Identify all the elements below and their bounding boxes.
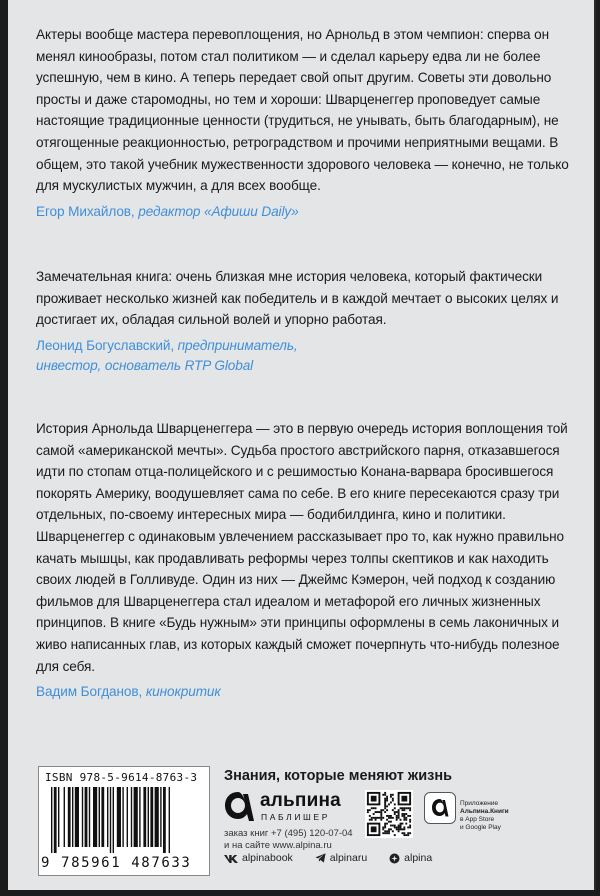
barcode-bars — [51, 787, 197, 853]
telegram-icon — [315, 853, 326, 863]
publisher-brand: альпина — [260, 790, 341, 811]
order-info — [224, 828, 353, 852]
quote-author — [36, 336, 336, 376]
social-telegram — [315, 852, 367, 864]
author-role: предприниматель, инвестор, основатель RTP Global — [36, 337, 298, 373]
app-line-1: Приложение — [460, 800, 499, 807]
quote-author — [36, 682, 576, 702]
author-name: Леонид Богуславский, — [36, 337, 174, 353]
vk-icon — [224, 854, 238, 863]
book-back-cover — [8, 0, 596, 890]
app-line-4: и Google Play — [460, 824, 501, 831]
author-name: Егор Михайлов, — [36, 203, 135, 219]
social-links — [224, 852, 432, 864]
order-website: и на сайте www.alpina.ru — [224, 840, 332, 851]
review-quote-3 — [36, 418, 576, 702]
vk-handle: alpinabook — [242, 852, 293, 864]
quote-text: Актеры вообще мастера перевоплощения, но Арнольд в этом чемпион: сперва он менял кинообразы, потом стал политиком — и сделал карьеру едва ли не более успешную, чем в кино. А теперь передает свой опыт другим. Советы эти довольно просты и даже старомодны, но тем и хороши: Шварценеггер проповедует самые настоящие традиционные ценности (трудиться, не унывать, быть благодарным), не отягощенные реакционностью, ретроградством и прочими неприятными вещами. В общем, это такой учебник мужественности здорового человека — конечно, не только для мускулистых мужчин, а для всех вообще. — [36, 27, 569, 194]
ean-number: 9 785961 487633 — [41, 855, 192, 871]
isbn-barcode — [38, 766, 210, 876]
author-role: редактор «Афиши Daily» — [134, 203, 299, 219]
publisher-logo — [224, 790, 354, 826]
review-quote-2 — [36, 266, 576, 376]
author-role: кинокритик — [142, 684, 221, 700]
social-other — [389, 852, 432, 864]
app-line-2: Альпина.Книги — [460, 808, 509, 815]
review-quote-1 — [36, 24, 576, 222]
telegram-handle: alpinaru — [329, 852, 368, 864]
qr-code — [365, 790, 413, 838]
alpina-logo-icon — [224, 790, 254, 822]
social-vk — [224, 852, 293, 864]
author-name: Вадим Богданов, — [36, 684, 143, 700]
publisher-tagline: Знания, которые меняют жизнь — [224, 768, 452, 784]
social-handle: alpina — [404, 852, 433, 864]
order-phone: заказ книг +7 (495) 120-07-04 — [224, 828, 353, 839]
app-badge — [424, 792, 456, 824]
quote-text: История Арнольда Шварценеггера — это в первую очередь история воплощения той самой «американской мечты». Судьба простого австрийского парня, отказавшегося идти по стопам отца-полицейского и с решимостью Конана-варвара бросившегося покорять Америку, воодушевляет сама по себе. В его книге пересекаются сразу три отдельных, по-своему интересных мира — бодибилдинга, кино и политики. Шварценеггер с одинаковым увлечением рассказывает про то, как нужно правильно качать мышцы, как продавливать реформы через толпы скептиков и как находить своих людей в Голливуде. Один из них — Джеймс Кэмерон, чей подход к созданию фильмов для Шварценеггера стал идеалом и метафорой его личных жизненных принципов. В книге «Будь нужным» эти принципы оформлены в семь лаконичных и живо написанных глав, из которых каждый сможет почерпнуть что-нибудь полезное для себя. — [36, 421, 568, 674]
quote-text: Замечательная книга: очень близкая мне история человека, который фактически проживает несколько жизней как победитель и в каждой мечтает о высоких целях и достигает их, обладая сильной волей и упорно работая. — [36, 269, 559, 328]
app-info — [460, 800, 509, 832]
app-icon — [425, 793, 455, 823]
publisher-subbrand: ПАБЛИШЕР — [261, 812, 330, 822]
alpina-social-icon — [389, 853, 400, 864]
isbn-label: ISBN 978-5-9614-8763-3 — [45, 771, 198, 784]
app-line-3: в App Store — [460, 816, 495, 823]
quote-author — [36, 202, 576, 222]
